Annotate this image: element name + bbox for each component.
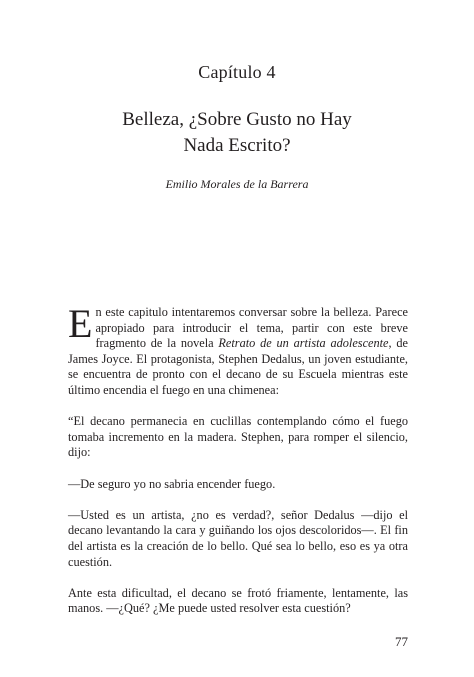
chapter-title-line-2: Nada Escrito? <box>183 135 291 156</box>
body-text <box>68 301 409 632</box>
novel-title: Retrato de un artista adolescente <box>218 336 389 351</box>
paragraph-5: Ante esta dificultad, el decano se frotó friamente, lentamente, las manos. —¿Qué? ¿Me puede usted resolver esta cuestión? <box>68 585 408 616</box>
page-number: 77 <box>395 634 408 649</box>
paragraph-1-text-a: n este capitulo intentaremos conversar sobre la belleza. Parece apropiado para introducir el tema, partir con este breve fragmento de la novela <box>95 305 408 351</box>
paragraph-1 <box>68 301 409 399</box>
chapter-title <box>0 107 474 159</box>
chapter-label: Capítulo 4 <box>198 62 276 82</box>
paragraph-3: —De seguro yo no sabria encender fuego. <box>68 476 276 491</box>
paragraph-4: —Usted es un artista, ¿no es verdad?, señor Dedalus —dijo el decano levantando la cara y guiñando los ojos descoloridos—. El fin del artista es la creación de lo bello. Qué sea lo bello, eso es ya otra cuestión. <box>68 507 408 569</box>
chapter-title-line-1: Belleza, ¿Sobre Gusto no Hay <box>122 109 352 130</box>
drop-cap: E <box>68 301 93 346</box>
author-name: Emilio Morales de la Barrera <box>165 177 309 191</box>
paragraph-2: “El decano permanecia en cuclillas contemplando cómo el fuego tomaba incremento en la madera. Stephen, para romper el silencio, dijo: <box>68 414 408 460</box>
paragraph-1-text-b: , de James Joyce. El protagonista, Stephen Dedalus, un joven estudiante, se encuentra de pronto con el decano de su Escuela mientras este último encendia el fuego en una chimenea: <box>68 336 409 397</box>
